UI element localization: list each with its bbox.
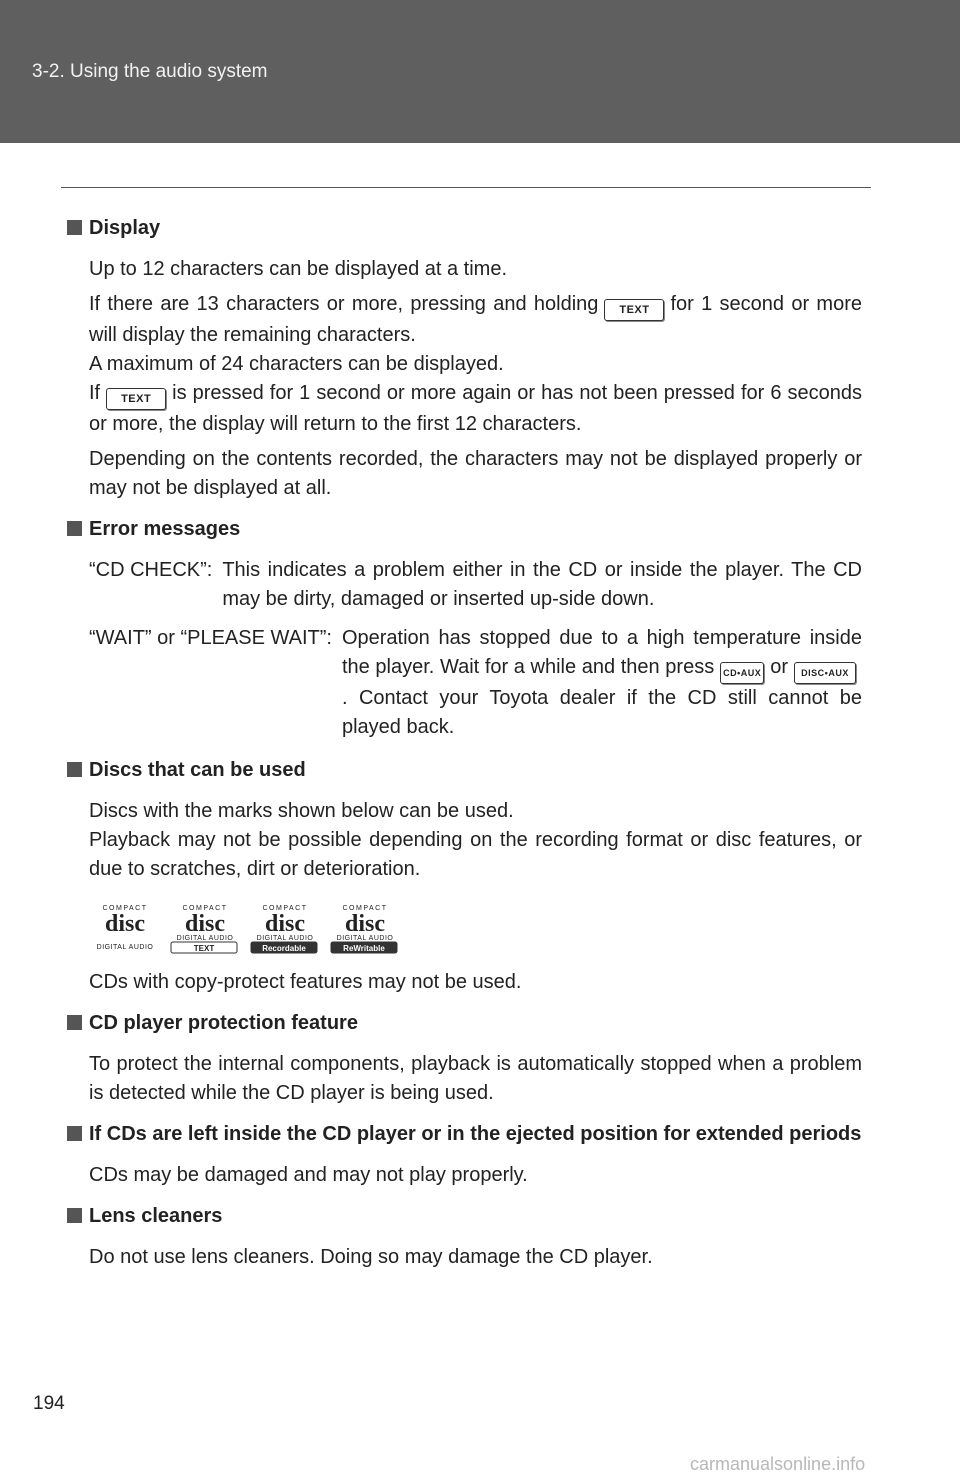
compact-disc-logo-icon <box>169 902 241 956</box>
display-body <box>89 255 862 503</box>
watermark: carmanualsonline.info <box>690 1454 866 1474</box>
lens-body <box>89 1243 862 1272</box>
display-line2: If there are 13 characters or more, pressing and holding TEXT for 1 second or more will display the remaining characters. <box>89 293 863 346</box>
square-bullet-icon <box>67 521 82 536</box>
heading-lens: Lens cleaners <box>67 1202 862 1231</box>
compact-disc-logo-icon <box>89 902 161 956</box>
page-content <box>67 214 862 1284</box>
protection-body <box>89 1050 862 1108</box>
display-line4: If TEXT is pressed for 1 second or more again or has not been pressed for 6 seconds or more, the display will return to the first 12 characters. <box>89 382 862 435</box>
square-bullet-icon <box>67 220 82 235</box>
cd-aux-key-icon: CD•AUX <box>720 662 764 684</box>
protection-text: To protect the internal components, playback is automatically stopped when a problem is detected while the CD player is being used. <box>89 1053 862 1104</box>
square-bullet-icon <box>67 1126 82 1141</box>
text-key-icon: TEXT <box>604 299 664 321</box>
logo-word: disc <box>184 911 226 937</box>
logo-bottom: DIGITAL AUDIO <box>256 935 314 942</box>
heading-discs: Discs that can be used <box>67 756 862 785</box>
logo-top: COMPACT <box>182 905 228 912</box>
heading-display: Display <box>67 214 862 243</box>
logo-bottom: DIGITAL AUDIO <box>96 944 154 951</box>
error-label: “CD CHECK”: <box>89 559 213 581</box>
section-title: 3-2. Using the audio system <box>32 61 268 82</box>
compact-disc-logo-icon <box>249 902 321 956</box>
logo-top: COMPACT <box>102 905 148 912</box>
logo-tag: ReWritable <box>343 944 385 953</box>
compact-disc-logo-icon <box>329 902 401 956</box>
square-bullet-icon <box>67 762 82 777</box>
square-bullet-icon <box>67 1208 82 1223</box>
heading-error-messages: Error messages <box>67 515 862 544</box>
display-line1: Up to 12 characters can be displayed at a time. <box>89 258 508 280</box>
left-inside-body <box>89 1161 862 1190</box>
discs-body-2 <box>89 968 862 997</box>
text-key-icon: TEXT <box>106 388 166 410</box>
discs-line2: Playback may not be possible depending on the recording format or disc features, or due to scratches, dirt or deterioration. <box>89 829 862 880</box>
lens-text: Do not use lens cleaners. Doing so may damage the CD player. <box>89 1246 653 1268</box>
disc-aux-key-icon: DISC•AUX <box>794 662 856 684</box>
heading-protection: CD player protection feature <box>67 1009 862 1038</box>
logo-bottom: DIGITAL AUDIO <box>176 935 234 942</box>
error-label: “WAIT” or “PLEASE WAIT”: <box>89 627 332 649</box>
logo-word: disc <box>344 911 386 937</box>
logo-word: disc <box>104 911 146 937</box>
logo-bottom: DIGITAL AUDIO <box>336 935 394 942</box>
divider <box>61 187 871 188</box>
logo-tag: TEXT <box>193 944 215 953</box>
logo-top: COMPACT <box>342 905 388 912</box>
heading-left-inside: If CDs are left inside the CD player or in the ejected position for extended periods <box>67 1120 862 1149</box>
logo-tag: Recordable <box>262 944 306 953</box>
page-number: 194 <box>33 1393 65 1414</box>
discs-body <box>89 797 862 884</box>
error-text: This indicates a problem either in the CD or inside the player. The CD may be dirty, damaged or inserted up-side down. <box>222 559 862 610</box>
left-inside-text: CDs may be damaged and may not play properly. <box>89 1164 528 1186</box>
logo-word: disc <box>264 911 306 937</box>
logo-top: COMPACT <box>262 905 308 912</box>
error-text: Operation has stopped due to a high temperature inside the player. Wait for a while and then press CD•AUX or DISC•AUX. Contact your Toyota dealer if the CD still cannot be played back. <box>341 627 862 738</box>
discs-line1: Discs with the marks shown below can be used. <box>89 800 514 822</box>
display-line5: Depending on the contents recorded, the characters may not be displayed properly or may not be displayed at all. <box>89 448 862 499</box>
discs-line3: CDs with copy-protect features may not be used. <box>89 971 522 993</box>
error-wait <box>89 624 862 742</box>
page-header <box>0 0 960 143</box>
display-line3: A maximum of 24 characters can be displayed. <box>89 353 504 375</box>
square-bullet-icon <box>67 1015 82 1030</box>
error-cd-check <box>89 556 862 614</box>
disc-logo-row <box>89 902 862 956</box>
